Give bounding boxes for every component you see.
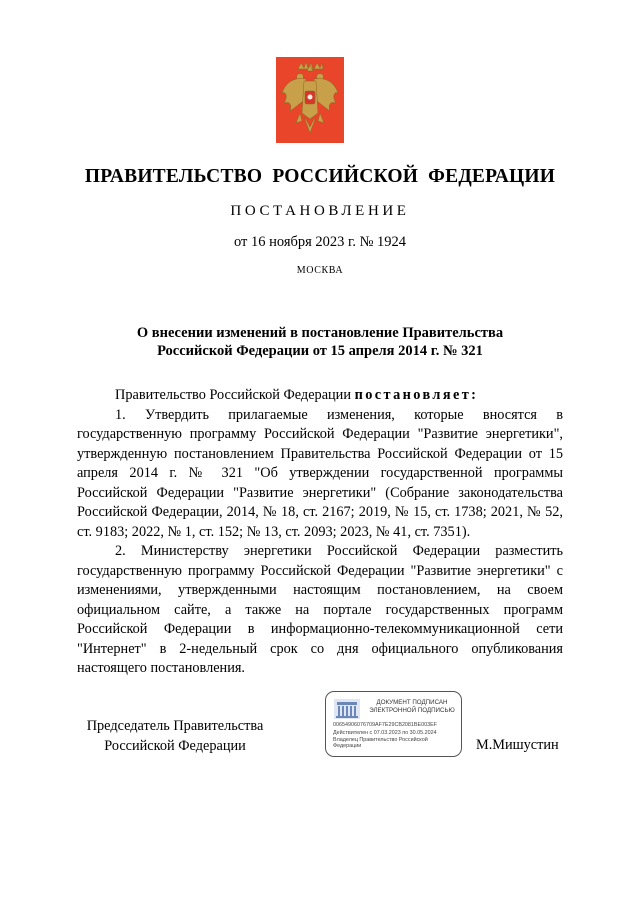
- document-city: МОСКВА: [296, 265, 344, 276]
- document-title: [0, 324, 640, 360]
- stamp-certificate: 00654906076709AF7E29CB2081BE003EF: [333, 722, 438, 728]
- building-icon: [333, 698, 361, 720]
- paragraph-1: 1. Утвердить прилагаемые изменения, которые вносятся в государственную программу Российской Федерации "Развитие энергетики", утвержденную постановлением Правительства Российской Федерации от 15 апреля 2014 г. № 321 "Об утверждении государственной программы Российской Федерации "Развитие энергетики" (Собрание законодательства Российской Федерации, 2014, № 18, ст. 2167; 2019, № 15, ст. 1738; 2021, № 52, ст. 9183; 2022, № 1, ст. 152; № 13, ст. 2093; 2023, № 41, ст. 7351).: [77, 406, 563, 540]
- decree-word: постановляет:: [354, 387, 479, 403]
- stamp-heading-line: ЭЛЕКТРОННОЙ ПОДПИСЬЮ: [369, 706, 455, 714]
- document-type: ПОСТАНОВЛЕНИЕ: [230, 203, 410, 219]
- document-body: [77, 386, 563, 679]
- paragraph-2: 2. Министерству энергетики Российской Федерации разместить государственную программу Российской Федерации "Развитие энергетики" с изменениями, утвержденными настоящим постановлением, на своем официальном сайте, а также на портале государственных программ Российской Федерации в информационно-телекоммуникационной сети "Интернет" в 2-недельный срок со дня официального опубликования настоящего постановления.: [77, 543, 563, 676]
- government-title: ПРАВИТЕЛЬСТВО РОССИЙСКОЙ ФЕДЕРАЦИИ: [84, 166, 556, 187]
- coat-of-arms-icon: [276, 57, 344, 143]
- decree-intro-text: Правительство Российской Федерации: [115, 387, 355, 403]
- stamp-validity: Действителен с 07.03.2023 по 30.05.2024: [333, 730, 437, 736]
- electronic-signature-stamp: [325, 691, 462, 757]
- document-title-line: Российской Федерации от 15 апреля 2014 г. № 321: [157, 343, 483, 359]
- stamp-heading-line: ДОКУМЕНТ ПОДПИСАН: [376, 699, 448, 706]
- stamp-owner: Владелец Правительство Российской: [333, 737, 428, 743]
- signatory-position-line: Председатель Правительства: [86, 718, 264, 734]
- document-date-number: от 16 ноября 2023 г. № 1924: [233, 234, 407, 250]
- stamp-heading: [366, 699, 458, 714]
- stamp-owner: Федерации: [333, 743, 362, 749]
- signatory-position-line: Российской Федерации: [104, 737, 246, 754]
- document-title-line: О внесении изменений в постановление Правительства: [136, 325, 504, 341]
- signatory-position: [70, 717, 280, 756]
- signatory-name: М.Мишустин: [476, 737, 559, 753]
- decree-intro: [77, 386, 563, 406]
